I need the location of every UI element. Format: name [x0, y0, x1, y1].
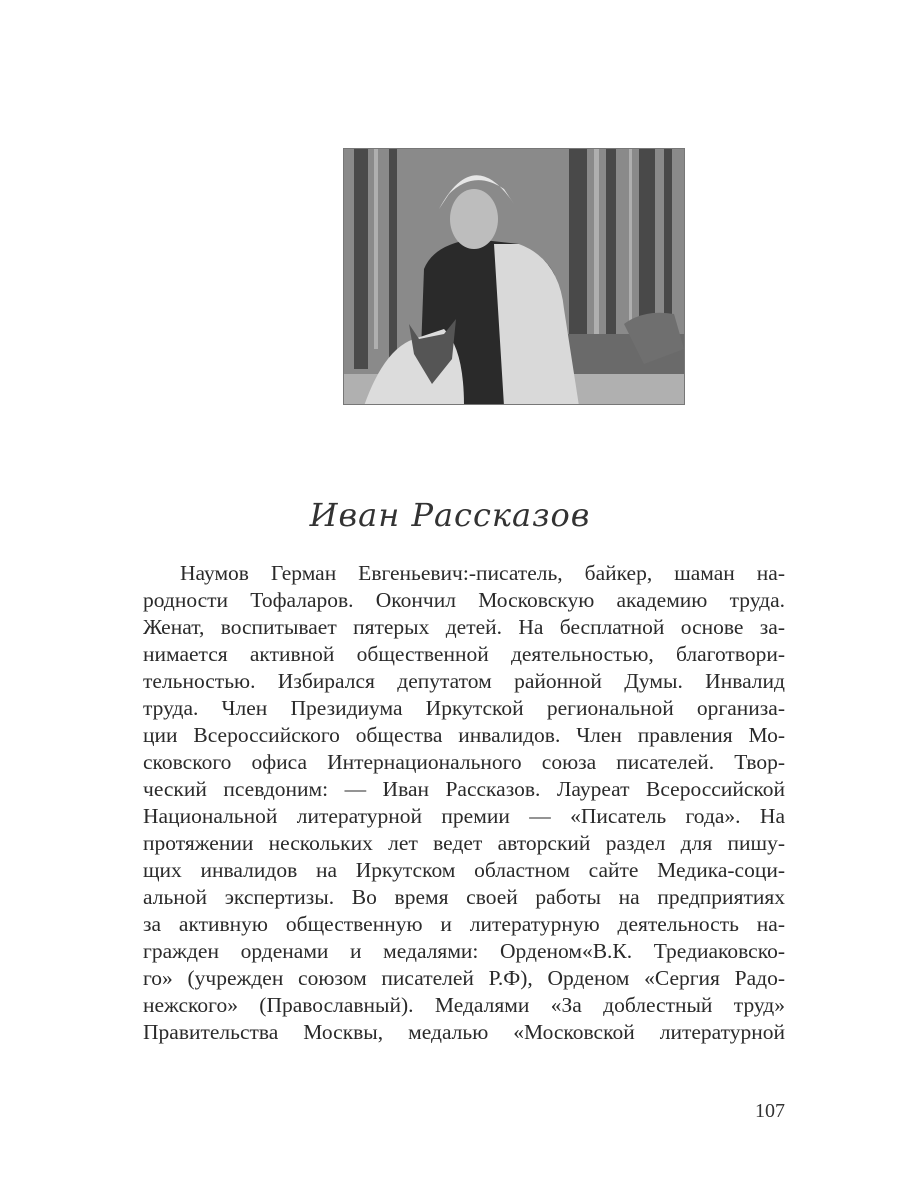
forest-wolves-image — [344, 149, 685, 405]
author-photo — [343, 148, 685, 405]
text-line: Национальной литературной премии — «Писатель года». На — [143, 804, 785, 828]
page-title: Иван Рассказов — [309, 496, 591, 534]
text-line: нимается активной общественной деятельностью, благотвори- — [143, 642, 785, 666]
text-line: Правительства Москвы, медалью «Московской литературной — [143, 1020, 785, 1044]
text-line: ческий псевдоним: — Иван Рассказов. Лауреат Всероссийской — [143, 777, 785, 801]
text-line: ции Всероссийского общества инвалидов. Член правления Мо- — [143, 723, 785, 747]
text-line: тельностью. Избирался депутатом районной Думы. Инвалид — [143, 669, 785, 693]
text-line: протяжении нескольких лет ведет авторский раздел для пишу- — [143, 831, 785, 855]
text-line: Наумов Герман Евгеньевич:-писатель, байкер, шаман на- — [180, 561, 785, 585]
text-line: щих инвалидов на Иркутском областном сайте Медика-соци- — [143, 858, 785, 882]
text-line: труда. Член Президиума Иркутской региональной организа- — [143, 696, 785, 720]
page-number: 107 — [755, 1100, 785, 1122]
text-line: за активную общественную и литературную деятельность на- — [143, 912, 785, 936]
text-line: альной экспертизы. Во время своей работы на предприятиях — [143, 885, 785, 909]
text-line: го» (учрежден союзом писателей Р.Ф), Орденом «Сергия Радо- — [143, 966, 785, 990]
text-line: Женат, воспитывает пятерых детей. На бесплатной основе за- — [143, 615, 785, 639]
text-line: сковского офиса Интернационального союза писателей. Твор- — [143, 750, 785, 774]
text-line: нежского» (Православный). Медалями «За доблестный труд» — [143, 993, 785, 1017]
text-line: родности Тофаларов. Окончил Московскую академию труда. — [143, 588, 785, 612]
text-line: гражден орденами и медалями: Орденом«В.К. Тредиаковско- — [143, 939, 785, 963]
biography-text — [143, 560, 785, 1046]
